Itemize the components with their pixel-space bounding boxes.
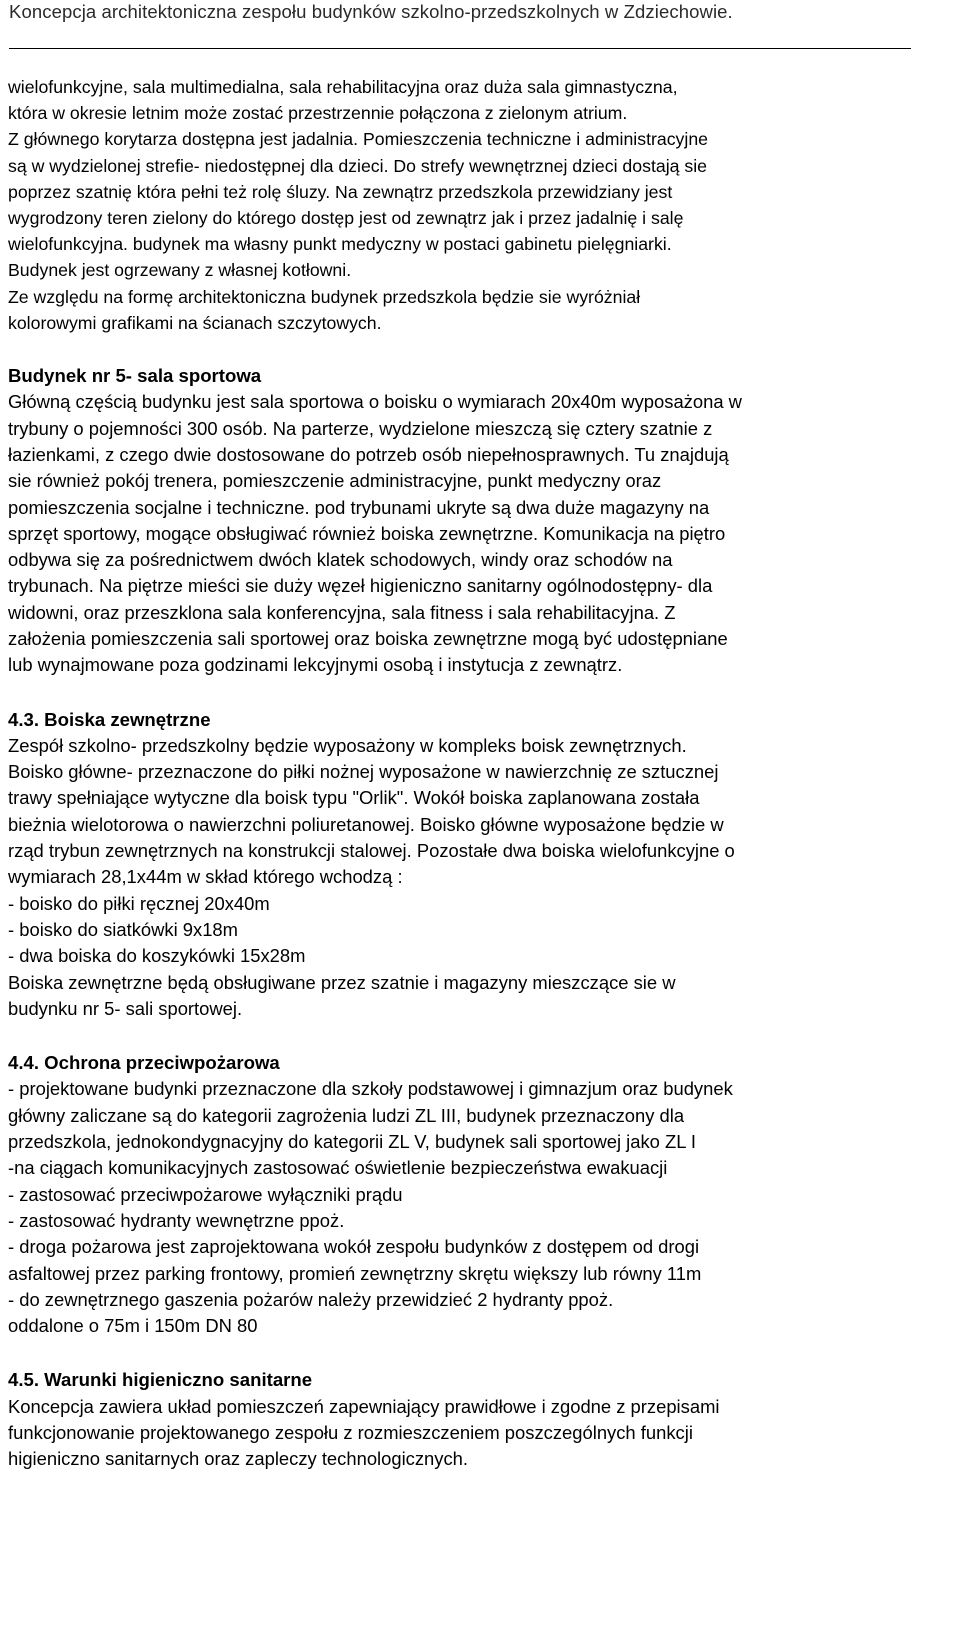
body-line: sie również pokój trenera, pomieszczenie administracyjne, punkt medyczny oraz bbox=[8, 470, 662, 492]
header-divider bbox=[9, 48, 911, 49]
paragraph-spacer bbox=[8, 336, 956, 363]
body-line: wygrodzony teren zielony do którego dostęp jest od zewnątrz jak i przez jadalnię i salę bbox=[8, 208, 684, 229]
section-heading: 4.4. Ochrona przeciwpożarowa bbox=[8, 1052, 280, 1074]
body-line: budynku nr 5- sali sportowej. bbox=[8, 997, 243, 1019]
body-line: odbywa się za pośrednictwem dwóch klatek schodowych, windy oraz schodów na bbox=[8, 549, 673, 571]
list-item: - zastosować hydranty wewnętrzne ppoż. bbox=[8, 1209, 345, 1231]
body-line: Główną częścią budynku jest sala sportowa o boisku o wymiarach 20x40m wyposażona w bbox=[8, 391, 742, 413]
section-heading: 4.5. Warunki higieniczno sanitarne bbox=[8, 1369, 313, 1391]
body-line: kolorowymi grafikami na ścianach szczytowych. bbox=[8, 312, 382, 333]
list-item: - boisko do piłki ręcznej 20x40m bbox=[8, 892, 270, 914]
body-line: bieżnia wielotorowa o nawierzchni poliuretanowej. Boisko główne wyposażone będzie w bbox=[8, 813, 724, 835]
body-line: asfaltowej przez parking frontowy, promień zewnętrzny skrętu większy lub równy 11m bbox=[8, 1262, 702, 1284]
section-sports-hall bbox=[8, 363, 956, 679]
body-line: Boiska zewnętrzne będą obsługiwane przez szatnie i magazyny mieszczące sie w bbox=[8, 971, 676, 993]
running-header: Koncepcja architektoniczna zespołu budynków szkolno-przedszkolnych w Zdziechowie. bbox=[9, 1, 733, 22]
body-line: oddalone o 75m i 150m DN 80 bbox=[8, 1315, 258, 1337]
body-line: Z głównego korytarza dostępna jest jadalnia. Pomieszczenia techniczne i administracyjne bbox=[8, 129, 709, 150]
body-line: lub wynajmowane poza godzinami lekcyjnymi osobą i instytucja z zewnątrz. bbox=[8, 654, 623, 676]
body-line: przedszkola, jednokondygnacyjny do kategorii ZL V, budynek sali sportowej jako ZL I bbox=[8, 1131, 696, 1153]
body-line: Ze względu na formę architektoniczna budynek przedszkola będzie sie wyróżniał bbox=[8, 286, 641, 307]
body-line: Koncepcja zawiera układ pomieszczeń zapewniający prawidłowe i zgodne z przepisami bbox=[8, 1395, 720, 1417]
section-outdoor-fields bbox=[8, 707, 956, 1023]
paragraph-spacer bbox=[8, 679, 956, 707]
body-line: Zespół szkolno- przedszkolny będzie wyposażony w kompleks boisk zewnętrznych. bbox=[8, 734, 687, 756]
list-item: -na ciągach komunikacyjnych zastosować oświetlenie bezpieczeństwa ewakuacji bbox=[8, 1157, 668, 1179]
body-line: wymiarach 28,1x44m w skład którego wchodzą : bbox=[8, 866, 403, 888]
section-sanitary-conditions bbox=[8, 1367, 956, 1472]
section-heading: Budynek nr 5- sala sportowa bbox=[8, 365, 262, 387]
body-line: poprzez szatnię która pełni też rolę śluzy. Na zewnątrz przedszkola przewidziany jest bbox=[8, 181, 673, 202]
body-line: trawy spełniające wytyczne dla boisk typu "Orlik". Wokół boiska zaplanowana została bbox=[8, 787, 700, 809]
body-line: Budynek jest ogrzewany z własnej kotłowni. bbox=[8, 260, 352, 281]
body-line: rząd trybun zewnętrznych na konstrukcji stalowej. Pozostałe dwa boiska wielofunkcyjne o bbox=[8, 840, 735, 862]
body-line: trybunach. Na piętrze mieści sie duży węzeł higieniczno sanitarny ogólnodostępny- dla bbox=[8, 575, 713, 597]
body-line: wielofunkcyjne, sala multimedialna, sala rehabilitacyjna oraz duża sala gimnastyczna, bbox=[8, 77, 678, 97]
list-item: - do zewnętrznego gaszenia pożarów należy przewidzieć 2 hydranty ppoż. bbox=[8, 1288, 614, 1310]
body-line: trybuny o pojemności 300 osób. Na parterze, wydzielone mieszczą się cztery szatnie z bbox=[8, 417, 713, 439]
body-line: funkcjonowanie projektowanego zespołu z rozmieszczeniem poszczególnych funkcji bbox=[8, 1422, 693, 1444]
body-line: główny zaliczane są do kategorii zagrożenia ludzi ZL III, budynek przeznaczony dla bbox=[8, 1104, 685, 1126]
document-body bbox=[8, 74, 956, 1473]
intro-paragraph bbox=[8, 74, 956, 336]
body-line: która w okresie letnim może zostać przestrzennie połączona z zielonym atrium. bbox=[8, 103, 628, 124]
paragraph-spacer bbox=[8, 1339, 956, 1367]
body-line: wielofunkcyjna. budynek ma własny punkt medyczny w postaci gabinetu pielęgniarki. bbox=[8, 234, 672, 255]
section-heading: 4.3. Boiska zewnętrzne bbox=[8, 708, 211, 730]
body-line: widowni, oraz przeszklona sala konferencyjna, sala fitness i sala rehabilitacyjna. Z bbox=[8, 601, 676, 623]
list-item: - dwa boiska do koszykówki 15x28m bbox=[8, 945, 306, 967]
body-line: Boisko główne- przeznaczone do piłki nożnej wyposażone w nawierzchnię ze sztucznej bbox=[8, 761, 719, 783]
body-line: są w wydzielonej strefie- niedostępnej dla dzieci. Do strefy wewnętrznej dzieci dostają sie bbox=[8, 155, 707, 176]
body-line: higieniczno sanitarnych oraz zapleczy technologicznych. bbox=[8, 1448, 469, 1470]
list-item: - projektowane budynki przeznaczone dla szkoły podstawowej i gimnazjum oraz budynek bbox=[8, 1078, 733, 1100]
section-fire-protection bbox=[8, 1050, 956, 1339]
body-line: pomieszczenia socjalne i techniczne. pod trybunami ukryte są dwa duże magazyny na bbox=[8, 496, 710, 518]
list-item: - boisko do siatkówki 9x18m bbox=[8, 918, 238, 940]
list-item: - droga pożarowa jest zaprojektowana wokół zespołu budynków z dostępem od drogi bbox=[8, 1236, 700, 1258]
body-line: sprzęt sportowy, mogące obsługiwać również boiska zewnętrzne. Komunikacja na piętro bbox=[8, 522, 726, 544]
list-item: - zastosować przeciwpożarowe wyłączniki prądu bbox=[8, 1183, 403, 1205]
body-line: łazienkami, z czego dwie dostosowane do potrzeb osób niepełnosprawnych. Tu znajdują bbox=[8, 443, 729, 465]
paragraph-spacer bbox=[8, 1022, 956, 1050]
body-line: założenia pomieszczenia sali sportowej oraz boiska zewnętrzne mogą być udostępniane bbox=[8, 628, 728, 649]
